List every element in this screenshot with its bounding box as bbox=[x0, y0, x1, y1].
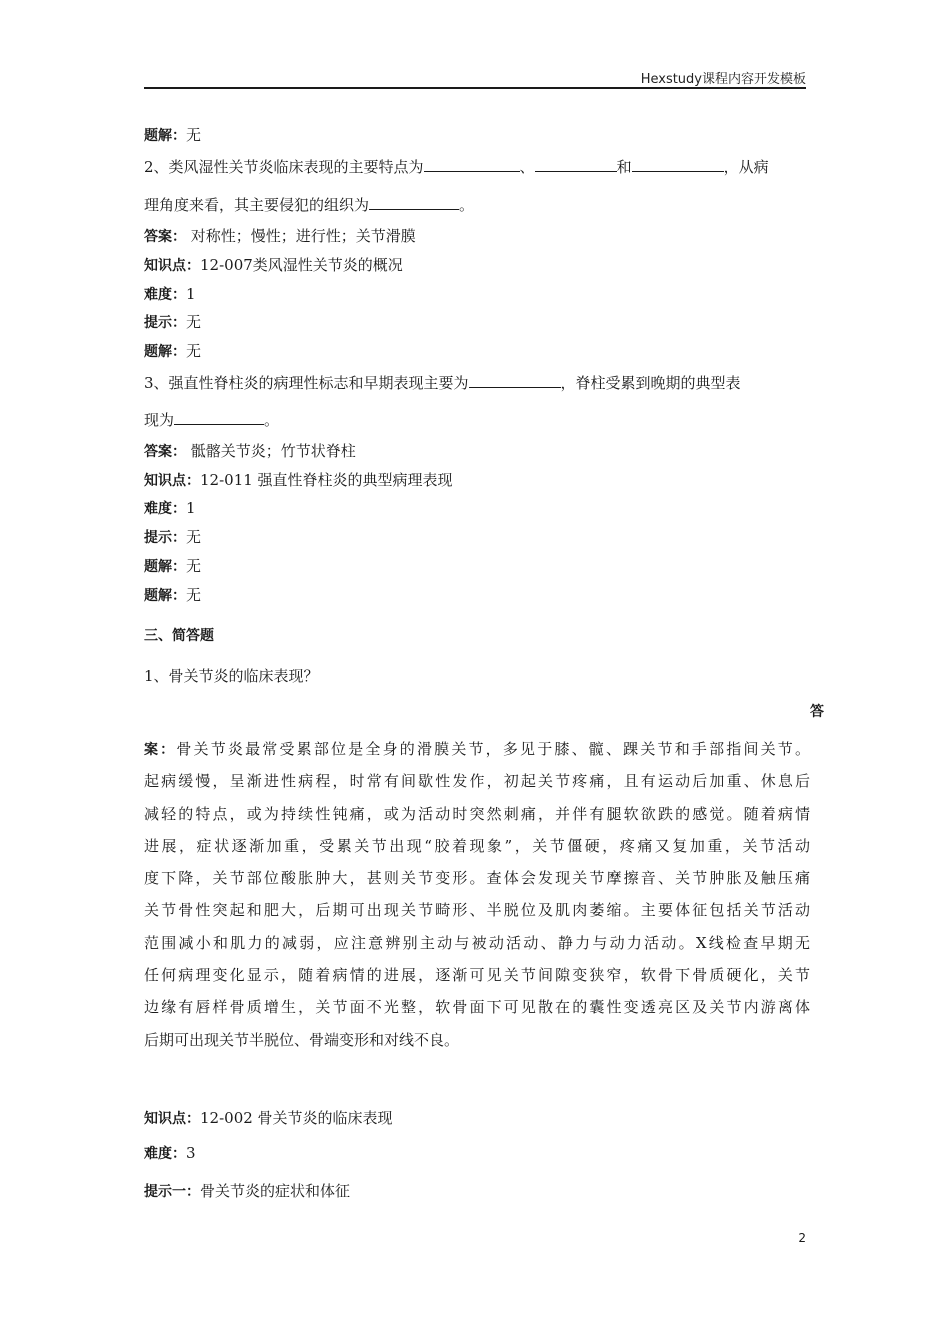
s3-q1-answer-paragraph bbox=[144, 733, 810, 1056]
answer-label-bottom: 案： bbox=[144, 742, 177, 758]
header-divider bbox=[144, 87, 806, 89]
s3-q1-hint-row bbox=[144, 1180, 350, 1203]
difficulty-label: 难度： bbox=[144, 1146, 186, 1162]
q3-knowledge-value: 12-011 强直性脊柱炎的典型病理表现 bbox=[200, 471, 453, 489]
section-title: 三、简答题 bbox=[144, 628, 214, 644]
q2-answer-row bbox=[144, 225, 416, 248]
s3-q1-knowledge-row bbox=[144, 1107, 393, 1130]
answer-line: 后期可出现关节半脱位、骨端变形和对线不良。 bbox=[144, 1030, 460, 1049]
s3-q1-knowledge-value: 12-002 骨关节炎的临床表现 bbox=[200, 1109, 393, 1127]
q2-stem-text-2: ，从病 bbox=[723, 158, 769, 176]
explain-label: 题解： bbox=[144, 128, 186, 144]
difficulty-label: 难度： bbox=[144, 287, 186, 303]
q3-explain-value-1: 无 bbox=[186, 557, 202, 575]
q3-hint-row bbox=[144, 526, 201, 549]
page-header: Hexstudy课程内容开发模板 bbox=[640, 72, 806, 87]
explain-label: 题解： bbox=[144, 588, 186, 604]
knowledge-label: 知识点： bbox=[144, 258, 200, 274]
s3-q1-question: 1、骨关节炎的临床表现？ bbox=[144, 667, 319, 685]
answer-line: 边缘有唇样骨质增生，关节面不光整，软骨面下可见散在的囊性变透亮区及关节内游离体 bbox=[144, 998, 810, 1017]
q2-knowledge-row bbox=[144, 254, 403, 277]
explain-label: 题解： bbox=[144, 344, 186, 360]
q2-answer-value: 对称性；慢性；进行性；关节滑膜 bbox=[186, 227, 416, 245]
q3-stem-end: 。 bbox=[264, 411, 280, 429]
hint-one-label: 提示一： bbox=[144, 1184, 200, 1200]
answer-line: 范围减小和肌力的减弱，应注意辨别主动与被动活动、静力与动力活动。X线检查早期无 bbox=[144, 933, 810, 952]
s3-q1-hint-value: 骨关节炎的症状和体征 bbox=[200, 1182, 351, 1200]
answer-line: 任何病理变化显示，随着病情的进展，逐渐可见关节间隙变狭窄，软骨下骨质硬化，关节 bbox=[144, 966, 810, 985]
knowledge-label: 知识点： bbox=[144, 473, 200, 489]
q3-answer-row bbox=[144, 440, 356, 463]
answer-line: 进展，症状逐渐加重，受累关节出现“胶着现象”，关节僵硬，疼痛又复加重，关节活动 bbox=[144, 836, 810, 855]
q3-stem-text-2: ，脊柱受累到晚期的典型表 bbox=[560, 374, 741, 392]
page-number: 2 bbox=[798, 1231, 806, 1245]
q2-stem-line2 bbox=[144, 193, 474, 216]
q1-explain-value: 无 bbox=[186, 126, 202, 144]
hint-label: 提示： bbox=[144, 530, 186, 546]
answer-label: 答案： bbox=[144, 229, 186, 245]
q2-hint-row bbox=[144, 311, 201, 334]
q2-sep-2: 和 bbox=[616, 158, 632, 176]
q2-blank-4 bbox=[369, 193, 459, 210]
answer-line: 减轻的特点，或为持续性钝痛，或为活动时突然刺痛，并伴有腿软欲跌的感觉。随着病情 bbox=[144, 804, 810, 823]
q2-difficulty-value: 1 bbox=[186, 285, 196, 303]
answer-line: 起病缓慢，呈渐进性病程，时常有间歇性发作，初起关节疼痛，且有运动后加重、休息后 bbox=[144, 772, 810, 791]
s3-q1-difficulty-value: 3 bbox=[186, 1144, 196, 1162]
q2-hint-value: 无 bbox=[186, 313, 202, 331]
q2-blank-2 bbox=[535, 155, 617, 172]
q3-stem-text-3: 现为 bbox=[144, 411, 175, 429]
q3-blank-2 bbox=[174, 408, 264, 425]
q3-stem-line1 bbox=[144, 371, 741, 394]
q3-explain-row-1 bbox=[144, 555, 201, 578]
q3-answer-value: 骶髂关节炎；竹节状脊柱 bbox=[186, 442, 356, 460]
q3-stem-text: 3、强直性脊柱炎的病理性标志和早期表现主要为 bbox=[144, 374, 469, 392]
answer-label-top: 答 bbox=[810, 704, 824, 720]
difficulty-label: 难度： bbox=[144, 501, 186, 517]
q3-stem-line2 bbox=[144, 408, 279, 431]
knowledge-label: 知识点： bbox=[144, 1111, 200, 1127]
q2-difficulty-row bbox=[144, 283, 196, 306]
q1-explain-row bbox=[144, 124, 201, 147]
answer-line: 关节骨性突起和肥大，后期可出现关节畸形、半脱位及肌肉萎缩。主要体征包括关节活动 bbox=[144, 901, 810, 920]
q2-stem-line1 bbox=[144, 155, 769, 178]
answer-line: 度下降，关节部位酸胀肿大，甚则关节变形。查体会发现关节摩擦音、关节肿胀及触压痛 bbox=[144, 869, 810, 888]
q3-explain-row-2 bbox=[144, 584, 201, 607]
q3-difficulty-row bbox=[144, 497, 196, 520]
q3-blank-1 bbox=[469, 371, 561, 388]
q2-blank-3 bbox=[632, 155, 724, 172]
q3-explain-value-2: 无 bbox=[186, 586, 202, 604]
q3-knowledge-row bbox=[144, 469, 453, 492]
q2-explain-value: 无 bbox=[186, 342, 202, 360]
q2-stem-text: 2、类风湿性关节炎临床表现的主要特点为 bbox=[144, 158, 424, 176]
q2-stem-end: 。 bbox=[459, 196, 475, 214]
q2-sep-1: 、 bbox=[519, 158, 535, 176]
q2-knowledge-value: 12-007类风湿性关节炎的概况 bbox=[200, 256, 403, 274]
hint-label: 提示： bbox=[144, 315, 186, 331]
q2-stem-text-3: 理角度来看，其主要侵犯的组织为 bbox=[144, 196, 370, 214]
s3-q1-difficulty-row bbox=[144, 1142, 196, 1165]
explain-label: 题解： bbox=[144, 559, 186, 575]
answer-line-text: 骨关节炎最常受累部位是全身的滑膜关节，多见于膝、髋、踝关节和手部指间关节。 bbox=[176, 740, 810, 758]
q2-blank-1 bbox=[424, 155, 520, 172]
q2-explain-row bbox=[144, 340, 201, 363]
q3-hint-value: 无 bbox=[186, 528, 202, 546]
answer-line bbox=[144, 733, 810, 765]
answer-label: 答案： bbox=[144, 444, 186, 460]
q3-difficulty-value: 1 bbox=[186, 499, 196, 517]
